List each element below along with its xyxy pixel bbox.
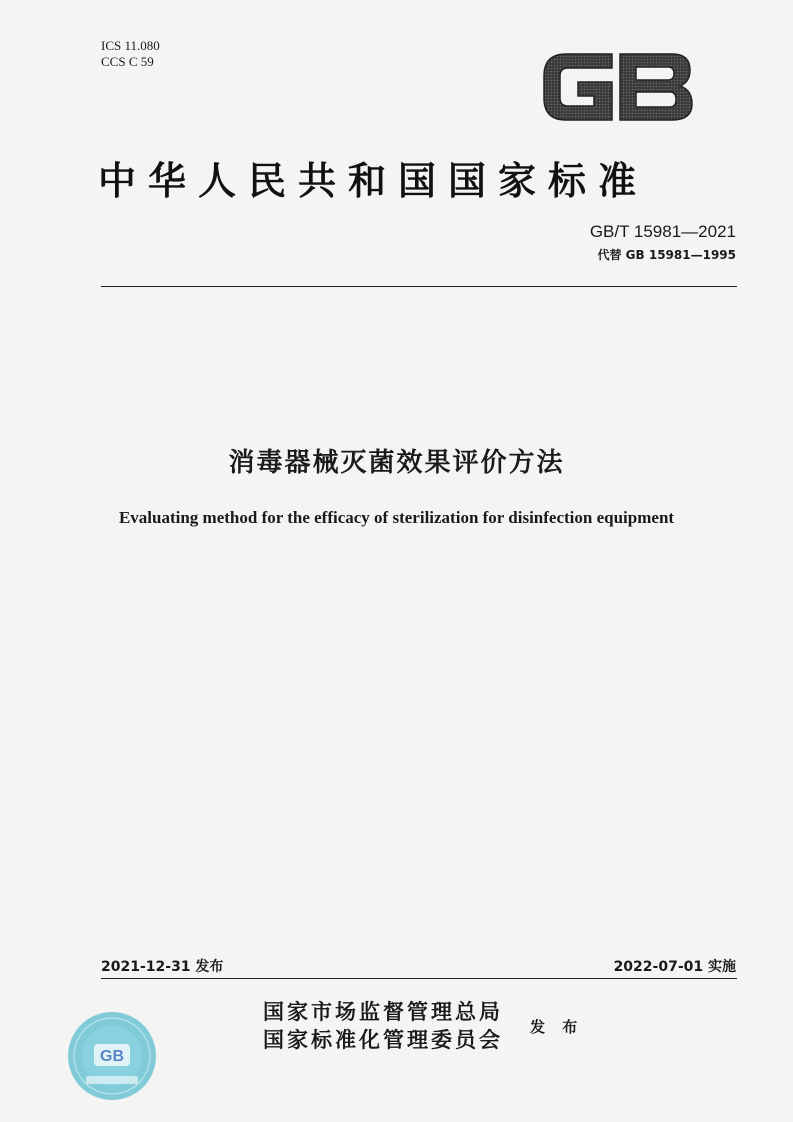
standard-category-title: 中华人民共和国国家标准	[98, 158, 649, 203]
gb-logo-icon	[538, 46, 696, 128]
seal-stamp-icon	[66, 1010, 158, 1102]
replaces-standard: 代替 GB 15981—1995	[597, 248, 736, 262]
issuing-authorities	[263, 998, 503, 1054]
issuer-sac: 国家标准化管理委员会	[263, 1027, 503, 1052]
implementation-date: 2022-07-01 实施	[613, 959, 736, 975]
bottom-divider	[101, 978, 737, 979]
svg-text:GB: GB	[100, 1048, 124, 1065]
ics-code: ICS 11.080	[101, 38, 160, 53]
issue-date: 2021-12-31 发布	[101, 959, 224, 975]
publish-label: 发 布	[530, 1018, 584, 1036]
ccs-code: CCS C 59	[101, 54, 154, 69]
issuer-samr: 国家市场监督管理总局	[263, 999, 503, 1024]
document-title-english: Evaluating method for the efficacy of sterilization for disinfection equipment	[118, 508, 675, 527]
document-title-chinese: 消毒器械灭菌效果评价方法	[228, 448, 565, 478]
classification-codes	[101, 38, 160, 70]
standard-number: GB/T 15981—2021	[589, 222, 736, 241]
top-divider	[101, 286, 737, 287]
